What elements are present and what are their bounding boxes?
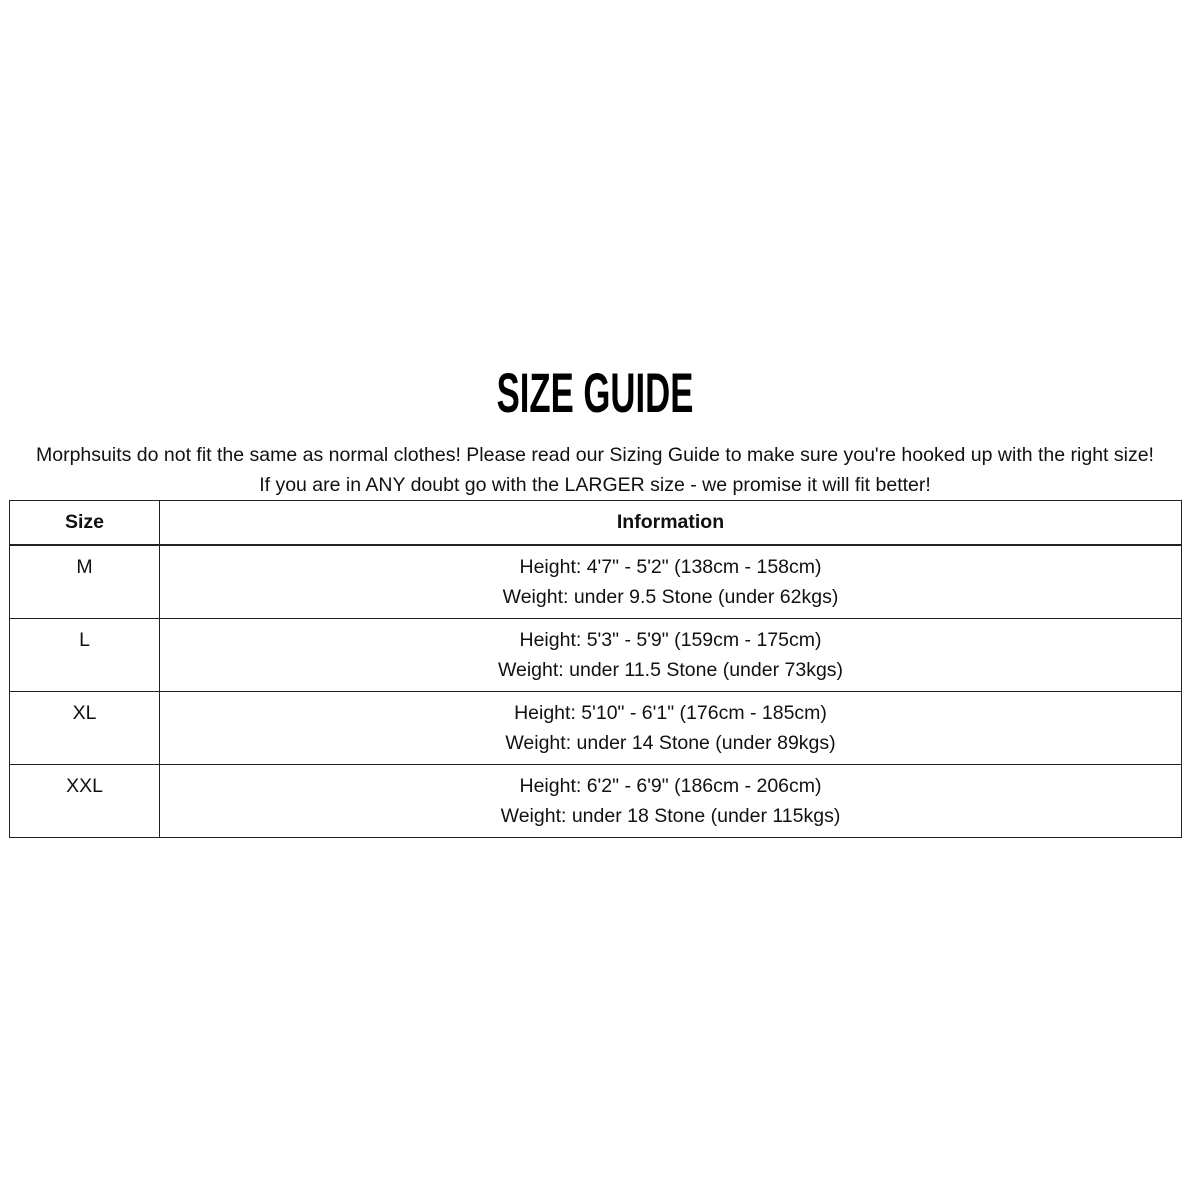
table-row — [10, 545, 1182, 618]
information-cell — [160, 691, 1182, 764]
intro-line-2: If you are in ANY doubt go with the LARGER size - we promise it will fit better! — [259, 474, 931, 496]
height-text: Height: 5'10" - 6'1" (176cm - 185cm) — [514, 701, 827, 724]
weight-text: Weight: under 9.5 Stone (under 62kgs) — [502, 586, 839, 608]
information-cell — [160, 618, 1182, 691]
height-text: Height: 5'3" - 5'9" (159cm - 175cm) — [519, 628, 822, 651]
page-title: SIZE GUIDE — [496, 361, 694, 424]
size-cell: L — [10, 618, 160, 691]
size-cell: XL — [10, 691, 160, 764]
information-cell — [160, 545, 1182, 618]
information-cell — [160, 764, 1182, 837]
height-text: Height: 4'7" - 5'2" (138cm - 158cm) — [519, 556, 822, 578]
size-table — [9, 500, 1182, 838]
table-row — [10, 764, 1182, 837]
height-text: Height: 6'2" - 6'9" (186cm - 206cm) — [519, 774, 822, 797]
size-cell: XXL — [10, 764, 160, 837]
intro-line-1: Morphsuits do not fit the same as normal clothes! Please read our Sizing Guide to make sure you're hooked up with the right size! — [36, 444, 1154, 466]
header-information: Information — [160, 501, 1182, 546]
size-cell: M — [10, 545, 160, 618]
weight-text: Weight: under 18 Stone (under 115kgs) — [500, 804, 841, 827]
weight-text: Weight: under 14 Stone (under 89kgs) — [505, 731, 836, 754]
table-header-row — [10, 501, 1182, 546]
table-row — [10, 691, 1182, 764]
header-size: Size — [10, 501, 160, 546]
table-row — [10, 618, 1182, 691]
weight-text: Weight: under 11.5 Stone (under 73kgs) — [497, 658, 844, 681]
intro-text — [0, 440, 1190, 500]
